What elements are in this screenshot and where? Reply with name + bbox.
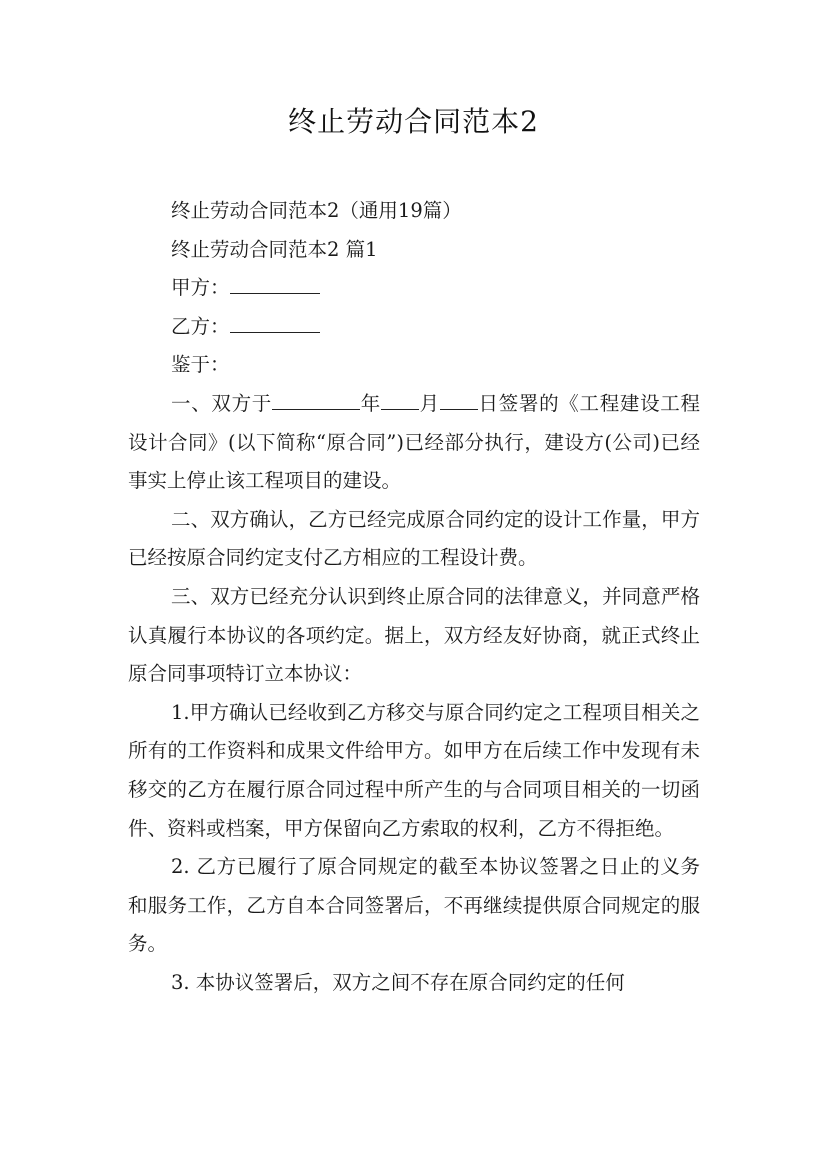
- year-label: 年: [360, 391, 381, 415]
- whereas-label: 鉴于：: [171, 353, 230, 377]
- item-2: 2. 乙方已履行了原合同规定的截至本协议签署之日止的义务和服务工作，乙方自本合同签署后，不再继续提供原合同规定的服务。: [128, 855, 700, 956]
- clause-2: 二、双方确认，乙方已经完成原合同约定的设计工作量，甲方已经按原合同约定支付乙方相应的工程设计费。: [128, 507, 700, 570]
- item-1: 1.甲方确认已经收到乙方移交与原合同约定之工程项目相关之所有的工作资料和成果文件给甲方。如甲方在后续工作中发现有未移交的乙方在履行原合同过程中所产生的与合同项目相关的一切函件、资料或档案，甲方保留向乙方索取的权利，乙方不得拒绝。: [128, 700, 700, 840]
- day-blank: [440, 391, 478, 410]
- party-b-label: 乙方：: [171, 314, 230, 338]
- party-b-blank: [230, 314, 320, 333]
- document-title: 终止劳动合同范本2: [288, 105, 539, 138]
- year-blank: [272, 391, 360, 410]
- party-a-line: [128, 269, 700, 308]
- month-blank: [381, 391, 419, 410]
- section-heading: 终止劳动合同范本2 篇1: [171, 237, 378, 261]
- month-label: 月: [418, 391, 440, 415]
- clause-1-rest: 日签署的《工程建设工程设计合同》(以下简称“原合同”)已经部分执行，建设方(公司)已经事实上停止该工程项目的建设。: [128, 391, 700, 493]
- document-body: [128, 192, 700, 1002]
- item-3: 3. 本协议签署后，双方之间不存在原合同约定的任何: [171, 970, 625, 994]
- document-subtitle: 终止劳动合同范本2（通用19篇）: [171, 199, 462, 222]
- party-b-line: [128, 308, 700, 347]
- party-a-label: 甲方：: [171, 276, 230, 300]
- clause-1-prefix: 一、双方于: [171, 391, 272, 415]
- party-a-blank: [230, 275, 320, 294]
- clause-1: [128, 385, 700, 501]
- clause-3: 三、双方已经充分认识到终止原合同的法律意义，并同意严格认真履行本协议的各项约定。据上，双方经友好协商，就正式终止原合同事项特订立本协议：: [128, 584, 700, 686]
